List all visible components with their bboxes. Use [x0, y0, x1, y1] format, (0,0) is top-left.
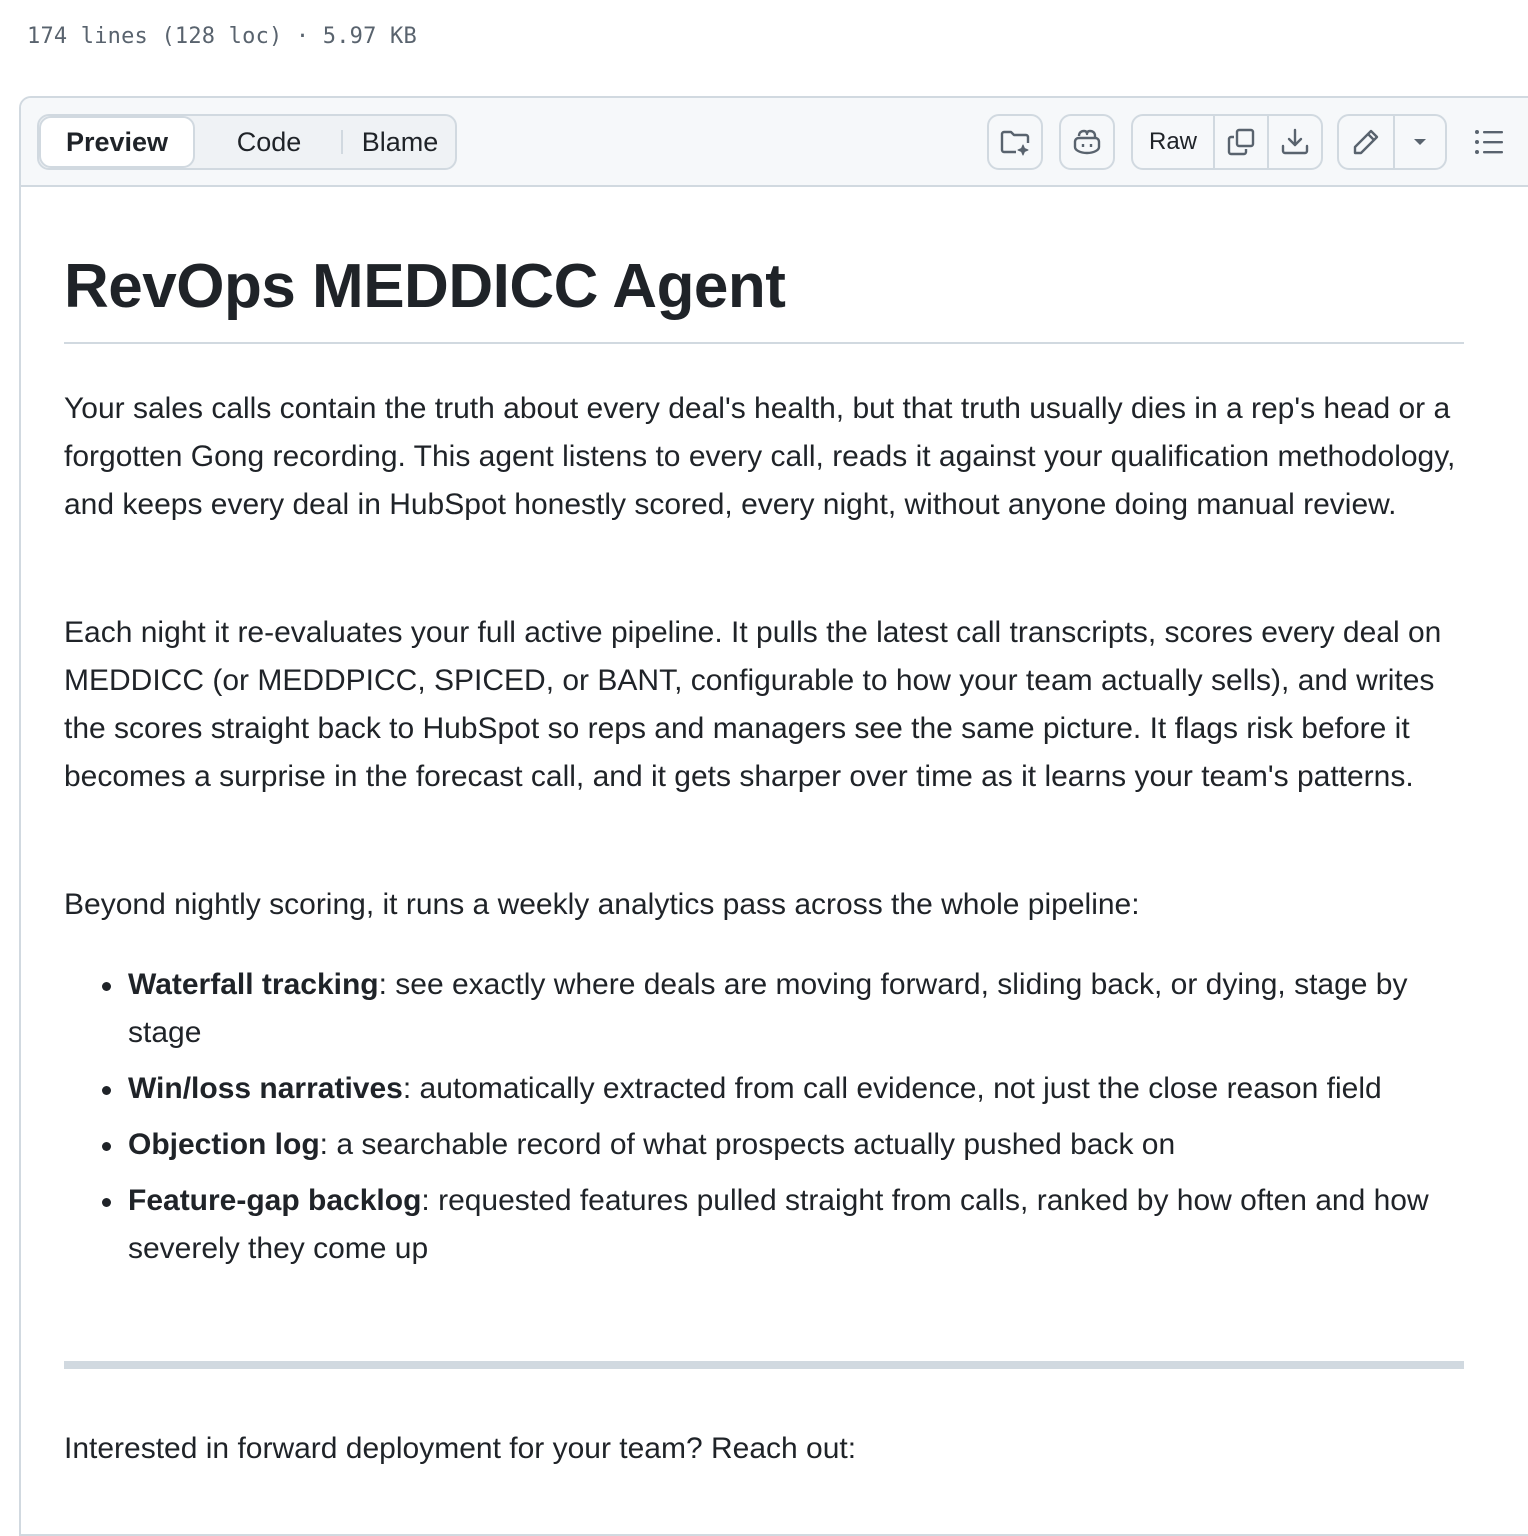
readme-title: RevOps MEDDICC Agent: [64, 252, 786, 321]
triangle-down-icon: [1412, 137, 1428, 147]
list-item: [64, 1177, 1464, 1273]
closing-paragraph: Interested in forward deployment for your team? Reach out:: [64, 1432, 857, 1465]
copy-raw-button[interactable]: [1215, 116, 1269, 168]
list-item-title: Feature-gap backlog: [128, 1184, 422, 1217]
analytics-list: [64, 961, 1464, 1281]
list-item-title: Win/loss narratives: [128, 1072, 403, 1105]
copy-icon: [1226, 127, 1256, 157]
raw-copy-download-group: [1131, 114, 1323, 170]
add-file-button[interactable]: [987, 114, 1043, 170]
nightly-paragraph: Each night it re-evaluates your full active pipeline. It pulls the latest call transcripts, scores every deal on MEDDICC (or MEDDPICC, SPICED, or BANT, configurable to how your team actually sells), and writes the scores straight back to HubSpot so reps and managers see the same picture. It flags risk before it becomes a surprise in the forecast call, and it gets sharper over time as it learns your team's patterns.: [64, 616, 1442, 793]
list-item: [64, 961, 1464, 1057]
folder-plus-icon: [999, 126, 1031, 158]
list-item-text: : a searchable record of what prospects actually pushed back on: [319, 1128, 1176, 1161]
file-info: 174 lines (128 loc) · 5.97 KB: [27, 24, 417, 49]
download-button[interactable]: [1269, 116, 1321, 168]
list-item-text: : see exactly where deals are moving forward, sliding back, or dying, stage by stage: [128, 968, 1408, 1049]
title-divider: [64, 342, 1464, 344]
weekly-paragraph: Beyond nightly scoring, it runs a weekly analytics pass across the whole pipeline:: [64, 888, 1140, 921]
horizontal-rule: [64, 1361, 1464, 1369]
tab-code[interactable]: Code: [236, 126, 302, 157]
list-item-title: Waterfall tracking: [128, 968, 379, 1001]
pencil-icon: [1351, 127, 1381, 157]
tab-blame[interactable]: Blame: [361, 126, 439, 157]
list-item-text: : requested features pulled straight from calls, ranked by how often and how severely they come up: [128, 1184, 1429, 1265]
edit-group: [1337, 114, 1447, 170]
list-unordered-icon: [1473, 128, 1505, 156]
copilot-button[interactable]: [1059, 114, 1115, 170]
list-item-title: Objection log: [128, 1128, 320, 1161]
tab-preview[interactable]: Preview: [39, 116, 195, 168]
edit-dropdown-button[interactable]: [1395, 116, 1445, 168]
list-item: [64, 1065, 1464, 1113]
outline-button[interactable]: [1461, 114, 1517, 170]
view-mode-segmented-control: [37, 114, 457, 170]
list-item-text: : automatically extracted from call evidence, not just the close reason field: [402, 1072, 1382, 1105]
copilot-icon: [1071, 126, 1103, 158]
intro-paragraph: Your sales calls contain the truth about every deal's health, but that truth usually dies in a rep's head or a forgotten Gong recording. This agent listens to every call, reads it against your qualification methodology, and keeps every deal in HubSpot honestly scored, every night, without anyone doing manual review.: [64, 392, 1456, 521]
download-icon: [1280, 127, 1310, 157]
edit-file-button[interactable]: [1339, 116, 1395, 168]
list-item: [64, 1121, 1464, 1169]
file-toolbar: [21, 98, 1528, 187]
tab-divider: [341, 130, 343, 154]
raw-button[interactable]: Raw: [1133, 116, 1215, 168]
